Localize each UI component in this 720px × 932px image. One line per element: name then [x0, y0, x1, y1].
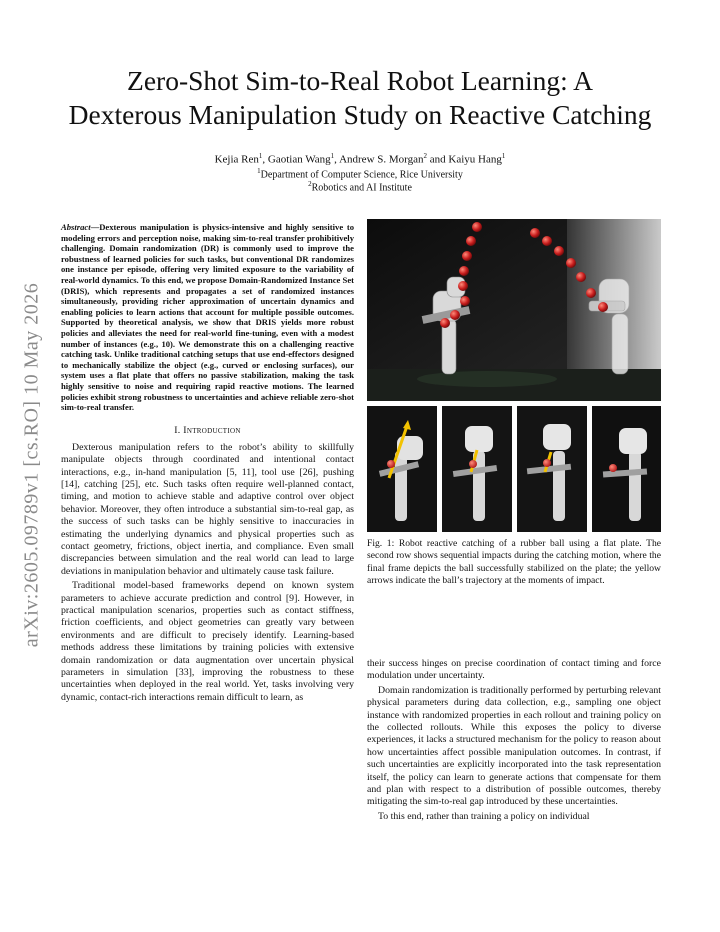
abstract	[61, 222, 354, 413]
sequence-frame-3	[517, 406, 587, 532]
arxiv-identifier: arXiv:2605.09789v1 [cs.RO] 10 May 2026	[20, 282, 43, 648]
title-line-1: Zero-Shot Sim-to-Real Robot Learning: A	[127, 65, 593, 96]
title-line-2: Dexterous Manipulation Study on Reactive Catching	[68, 99, 652, 130]
right-paragraph-2: Domain randomization is traditionally performed by perturbing relevant physical parameters during data collection, e.g., sampling one object instance with randomized properties in each rollout and training policy on the collected rollouts. While this exposes the policy to diverse experiences, it lacks a structured mechanism for the policy to reason about how uncertainties affect possible manipulation outcomes. In contrast, if such uncertainties are explicitly incorporated into the task representation itself, the policy can learn to generate actions that compensate for them and plan with respect to a distribution of possible outcomes, thereby mitigating the sim-to-real gap introduced by these uncertainties.	[367, 684, 661, 808]
paper-title	[40, 64, 680, 132]
author-separator: ,	[262, 153, 268, 166]
author-affil-mark: 1	[501, 152, 506, 160]
sequence-frame-1	[367, 406, 437, 532]
author-separator: and	[427, 153, 449, 166]
intro-paragraph-2: Traditional model-based frameworks depend on known system parameters to achieve accurate prediction and control [9]. However, in practical manipulation scenarios, properties such as contact stiffness, friction coefficients, and object geometries can greatly vary between environments and are difficult to precisely identify. Learning-based methods address these limitations by training policies with extensive domain randomization or data augmentation over uncertain physical parameters in simulation [33], improving the robustness to these uncertainties when deployed in the real world. Yet, tasks involving very dynamic, contact-rich interactions remain difficult to learn, as	[61, 580, 354, 703]
author-name: Andrew S. Morgan	[339, 153, 424, 166]
intro-paragraph-1: Dexterous manipulation refers to the robot’s ability to skillfully manipulate objects through coordinated and intentional contact interactions, e.g., in-hand manipulation [5, 11], tool use [26], pushing [14], catching [25], etc. Such tasks often require well-planned contact, timing, and motion to achieve stable and adaptive control over object behavior. Moreover, they often introduce a substantial sim-to-real gap, as the success of such tasks can be highly sensitive to inaccuracies in estimating the underlying dynamics and physical properties such as contact geometry, frictions, object inertia, and compliance. Even small discrepancies between simulation and the real world can lead to large deviations in manipulation behavior and ultimately cause task failure.	[61, 441, 354, 577]
author-affil-mark: 1	[258, 152, 263, 160]
affil-mark: 2	[308, 180, 312, 188]
author-name: Kaiyu Hang	[448, 153, 502, 166]
abstract-label: Abstract	[61, 222, 91, 232]
figure-1-impact-sequence	[367, 406, 661, 532]
author-separator: ,	[334, 153, 340, 166]
author-name: Kejia Ren	[214, 153, 259, 166]
right-column	[367, 658, 661, 823]
figure-1-main-photo	[367, 219, 661, 401]
right-paragraph-1: their success hinges on precise coordination of contact timing and force modulation under uncertainty.	[367, 658, 661, 682]
author-name: Gaotian Wang	[267, 153, 331, 166]
left-column	[61, 222, 354, 704]
figure-1-caption: Fig. 1: Robot reactive catching of a rubber ball using a flat plate. The second row shows sequential impacts during the catching motion, where the final frame depicts the ball successfully stabilized on the plate; the yellow arrows indicate the ball’s trajectory at the moments of impact.	[367, 538, 661, 586]
sequence-frame-4	[592, 406, 661, 532]
sequence-frame-2	[442, 406, 512, 532]
section-heading-introduction: I. Introduction	[174, 424, 241, 436]
abstract-text: Dexterous manipulation is physics-intensive and highly sensitive to modeling errors and perception noise, making sim-to-real transfer prohibitively challenging. Domain randomization (DR) is commonly used to improve the robustness of learned policies for such tasks, but conventional DR randomizes one instance per episode, offering very limited exposure to the variability of real-world dynamics. To this end, we propose Domain-Randomized Instance Set (DRIS), which represents and propagates a set of randomized instances simultaneously, providing richer approximation of uncertain dynamics and enabling policies to learn actions that account for multiple possible outcomes. Supported by theoretical analysis, we show that DRIS yields more robust policies and alleviates the need for real-world fine-tuning, even with a modest number of instances (e.g., 10). We demonstrate this on a challenging reactive catching task. Unlike traditional catching setups that use end-effectors designed to mechanically stabilize the object (e.g., curved or enclosing surfaces), our system uses a flat plate that offers no passive stabilization, making the task highly sensitive to noise and requiring rapid reactive motions. The learned policies exhibit strong robustness to uncertainties and achieve reliable zero-shot sim-to-real transfer.	[61, 222, 354, 413]
figure-1-caption-block	[367, 538, 661, 587]
affil-mark: 1	[257, 167, 261, 175]
affiliation-text: Robotics and AI Institute	[311, 182, 412, 194]
arxiv-watermark	[16, 240, 48, 690]
affiliation-2	[100, 178, 620, 194]
affiliation-text: Department of Computer Science, Rice University	[260, 169, 463, 181]
right-paragraph-3: To this end, rather than training a policy on individual	[378, 810, 590, 822]
author-affil-mark: 2	[423, 152, 428, 160]
abstract-dash: —	[90, 222, 100, 232]
author-affil-mark: 1	[330, 152, 335, 160]
